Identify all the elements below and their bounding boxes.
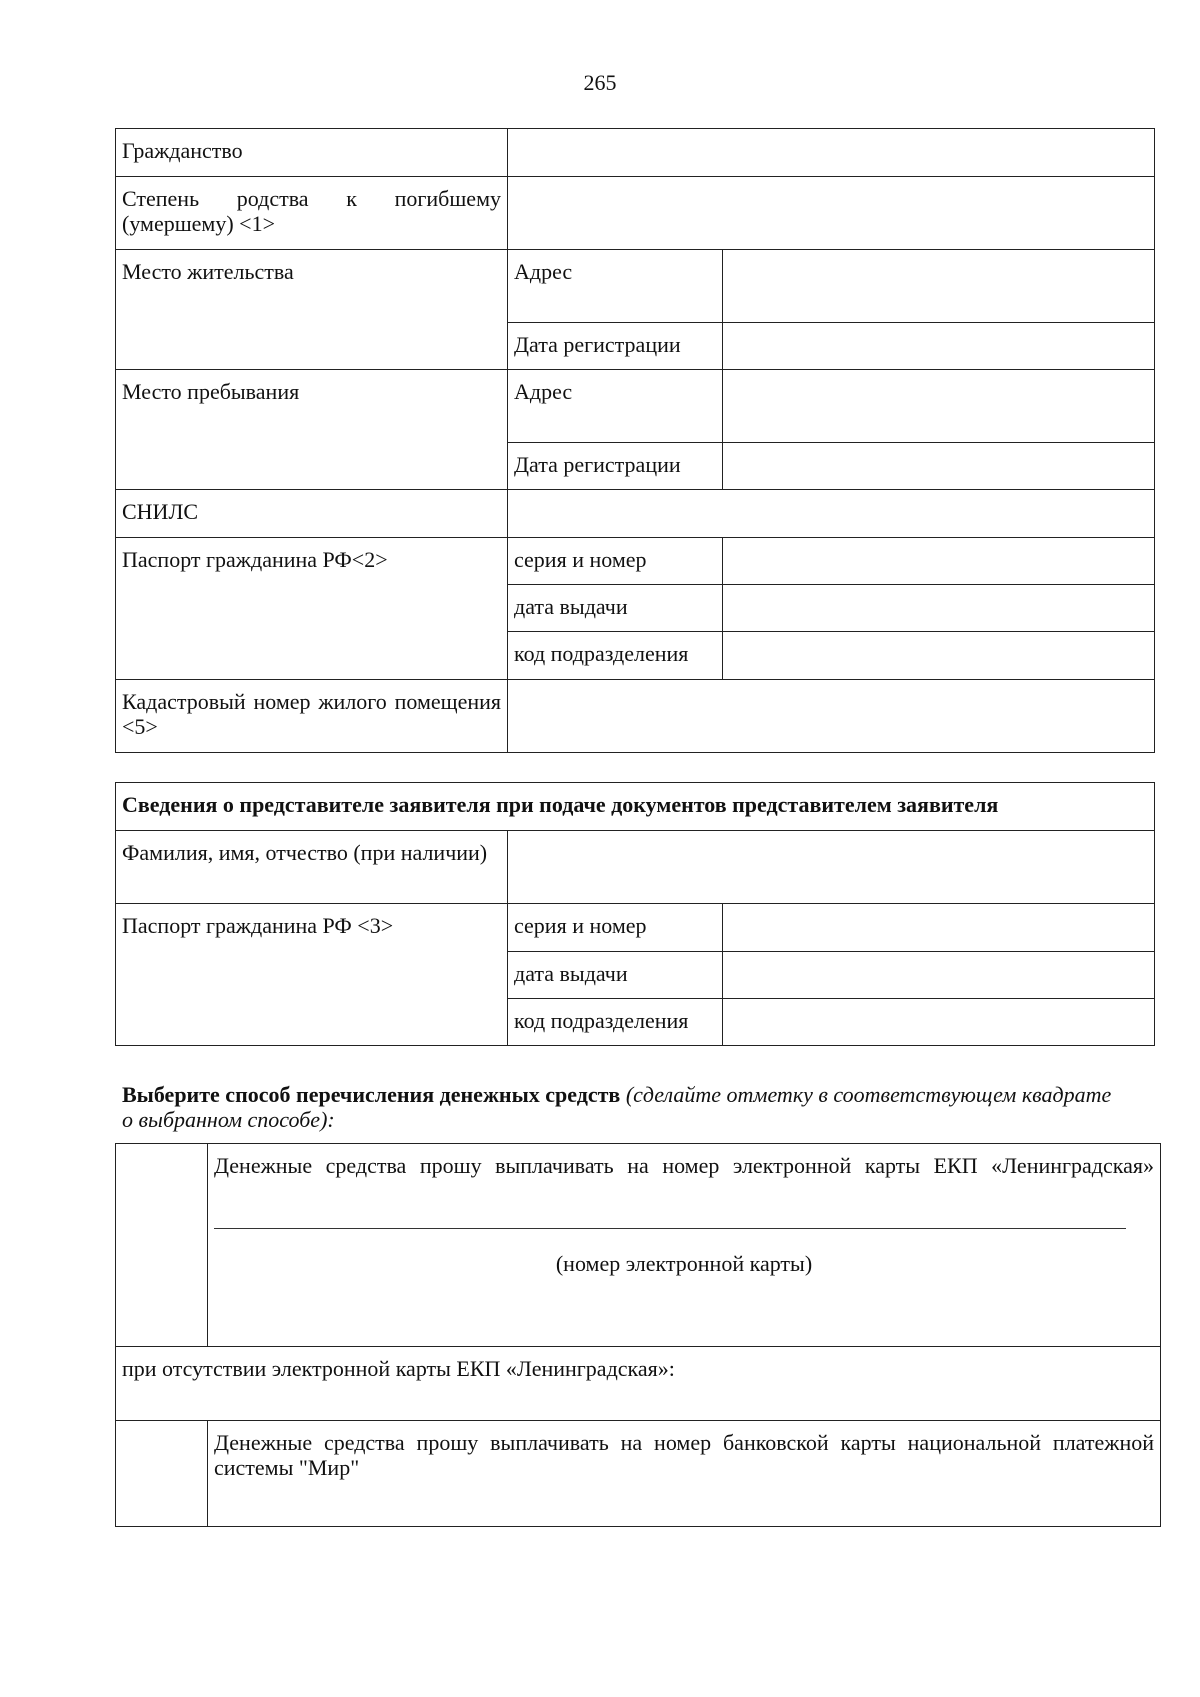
stay-reg-date-field[interactable] xyxy=(723,443,1155,490)
representative-table xyxy=(115,782,1155,1046)
rep-passport-series-label: серия и номер xyxy=(508,904,723,952)
page-number: 265 xyxy=(583,70,617,95)
table-row xyxy=(116,831,1155,904)
ekp-card-checkbox[interactable] xyxy=(116,1144,208,1347)
passport-issue-date-field[interactable] xyxy=(723,585,1155,632)
stay-reg-date-label: Дата регистрации xyxy=(508,443,723,490)
passport-division-code-label: код подразделения xyxy=(508,632,723,680)
snils-label: СНИЛС xyxy=(116,490,508,538)
stay-label: Место пребывания xyxy=(116,370,508,490)
rep-passport-division-code-label: код подразделения xyxy=(508,999,723,1046)
ekp-card-number-line[interactable] xyxy=(214,1228,1126,1229)
table-row xyxy=(116,1144,1161,1347)
passport-issue-date-label: дата выдачи xyxy=(508,585,723,632)
snils-field[interactable] xyxy=(508,490,1155,538)
table-row xyxy=(116,177,1155,250)
passport-label: Паспорт гражданина РФ<2> xyxy=(116,538,508,680)
table-row xyxy=(116,370,1155,443)
passport-division-code-field[interactable] xyxy=(723,632,1155,680)
stay-address-field[interactable] xyxy=(723,370,1155,443)
cadastral-field[interactable] xyxy=(508,680,1155,753)
stay-address-label: Адрес xyxy=(508,370,723,443)
residence-address-label: Адрес xyxy=(508,250,723,323)
table-row xyxy=(116,129,1155,177)
citizenship-field[interactable] xyxy=(508,129,1155,177)
passport-series-field[interactable] xyxy=(723,538,1155,585)
fullname-label: Фамилия, имя, отчество (при наличии) xyxy=(116,831,508,904)
no-card-note: при отсутствии электронной карты ЕКП «Ленинградская»: xyxy=(116,1347,1161,1421)
table-row xyxy=(116,783,1155,831)
rep-passport-label: Паспорт гражданина РФ <3> xyxy=(116,904,508,1046)
applicant-table xyxy=(115,128,1155,753)
ekp-card-option-text: Денежные средства прошу выплачивать на номер электронной карты ЕКП «Ленинградская» xyxy=(214,1153,1154,1178)
citizenship-label: Гражданство xyxy=(116,129,508,177)
table-row xyxy=(116,1347,1161,1421)
kinship-label: Степень родства к погибшему (умершему) <1> xyxy=(116,177,508,250)
rep-passport-series-field[interactable] xyxy=(723,904,1155,952)
table-row xyxy=(116,490,1155,538)
fullname-field[interactable] xyxy=(508,831,1155,904)
residence-address-field[interactable] xyxy=(723,250,1155,323)
table-row xyxy=(116,538,1155,585)
payment-method-heading xyxy=(122,1082,1122,1132)
residence-label: Место жительства xyxy=(116,250,508,370)
table-row xyxy=(116,250,1155,323)
table-row xyxy=(116,904,1155,952)
table-row xyxy=(116,680,1155,753)
mir-card-checkbox[interactable] xyxy=(116,1421,208,1527)
kinship-field[interactable] xyxy=(508,177,1155,250)
payment-heading-italic: (сделайте отметку в соответствующем квадрате о выбранном способе): xyxy=(122,1082,1112,1132)
mir-card-option-text: Денежные средства прошу выплачивать на номер банковской карты национальной платежной системы "Мир" xyxy=(208,1421,1161,1527)
ekp-card-number-caption: (номер электронной карты) xyxy=(555,1251,813,1276)
cadastral-label: Кадастровый номер жилого помещения <5> xyxy=(116,680,508,753)
rep-passport-issue-date-field[interactable] xyxy=(723,952,1155,999)
payment-table xyxy=(115,1143,1161,1527)
ekp-card-option xyxy=(208,1144,1161,1347)
rep-passport-division-code-field[interactable] xyxy=(723,999,1155,1046)
residence-reg-date-label: Дата регистрации xyxy=(508,323,723,370)
representative-heading: Сведения о представителе заявителя при подаче документов представителем заявителя xyxy=(116,783,1155,831)
rep-passport-issue-date-label: дата выдачи xyxy=(508,952,723,999)
passport-series-label: серия и номер xyxy=(508,538,723,585)
table-row xyxy=(116,1421,1161,1527)
residence-reg-date-field[interactable] xyxy=(723,323,1155,370)
payment-heading-bold: Выберите способ перечисления денежных средств xyxy=(122,1082,621,1107)
